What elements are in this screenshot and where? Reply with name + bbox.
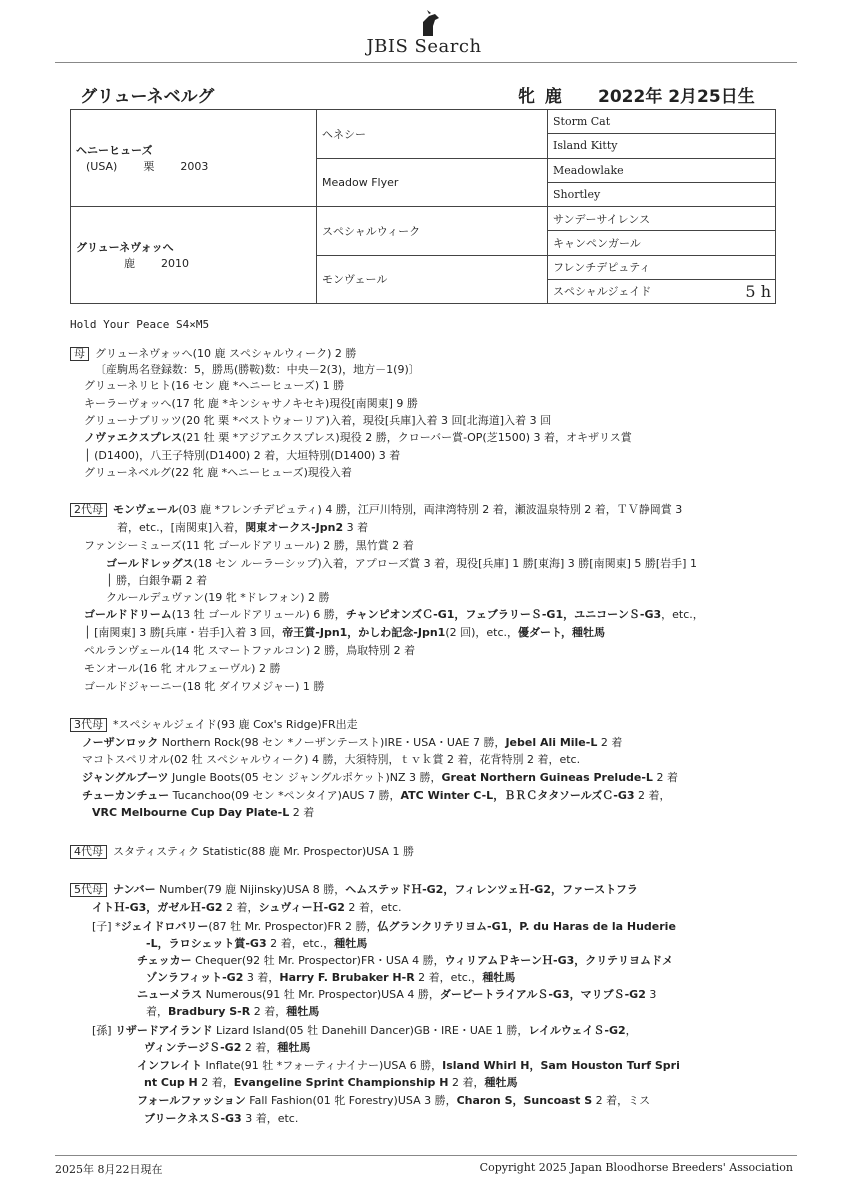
family-line [106,557,697,571]
line-text: │ [南関東] 3 勝[兵庫・岩手]入着 3 回， [84,626,283,639]
highlight-text: ATC Winter C-L，ＢＲＣタタソールズＣ-G3 [400,789,635,802]
line-text: Inflate(91 牡 *フォーティナイナー)USA 6 勝， [202,1059,443,1072]
ped-g3-5[interactable]: キャンペンガール [548,231,776,255]
highlight-text: ブリークネスＳ-G3 [144,1112,242,1125]
family-line [84,608,704,622]
line-text: (87 牡 Mr. Prospector)FR 2 勝， [208,920,378,933]
line-text: *スペシャルジェイド(93 鹿 Cox's Ridge)FR出走 [113,718,358,731]
highlight-text: Island Whirl H，Sam Houston Turf Spri [442,1059,680,1072]
family-line [117,521,368,535]
line-text: 2 着， [222,901,259,914]
highlight-text: 種牡馬 [482,971,516,984]
family-line [84,397,418,411]
line-text: (21 牡 栗 *アジアエクスプレス)現役 2 勝，クローバー賞-OP(芝1500) 3 着，オキザリス賞 [182,431,632,444]
family-line [84,431,632,445]
family-line [106,574,207,588]
line-text: Numerous(91 牡 Mr. Prospector)USA 4 勝， [202,988,440,1001]
header-logo [0,0,848,62]
line-text: 〔産駒馬名登録数：5，勝馬(勝鞍)数：中央－2(3)，地方－1(9)〕 [95,363,420,376]
line-text: Chequer(92 牡 Mr. Prospector)FR・USA 4 勝， [191,954,445,967]
family-line [146,937,367,951]
line-text: (2 回)，etc.， [445,626,519,639]
line-text: 2 着，etc.， [266,937,335,950]
highlight-text: ヘムステッドＨ-G2，フィレンツェＨ-G2，ファーストフラ [345,883,638,896]
family-line [82,736,622,750]
footer-divider [55,1155,797,1156]
family-line [92,806,314,820]
line-text: 着， [146,1005,168,1018]
line-text: ，etc.， [661,608,704,621]
highlight-text: チャンピオンズＣ-G1，フェブラリーＳ-G1，ユニコーンＳ-G3 [345,608,662,621]
pedigree-table [70,109,776,304]
highlight-text: 帝王賞-Jpn1，かしわ記念-Jpn1 [282,626,446,639]
line-text: スタティスティク Statistic(88 鹿 Mr. Prospector)USA 1 勝 [113,845,414,858]
family-line [106,591,330,605]
highlight-text: ウィリアムＰキーンＨ-G3，クリテリヨムドメ [444,954,673,967]
family-line [70,347,356,361]
line-text: グリューネリヒト(16 セン 鹿 *ヘニーヒューズ) 1 勝 [84,379,345,392]
family-line [137,988,656,1002]
inbreeding-cross: Hold Your Peace S4×M5 [70,318,210,331]
line-text: グリューナブリッツ(20 牝 栗 *ベストウォーリア)入着，現役[兵庫]入着 3 回[北海道]入着 3 回 [84,414,552,427]
horse-name: グリューネベルグ [80,87,215,107]
line-text: 2 着 [597,736,623,749]
family-line [84,680,324,694]
family-line [144,1076,517,1090]
highlight-text: チェッカー [137,954,192,967]
highlight-text: nt Cup H [144,1076,198,1089]
ped-g2-3[interactable]: モンヴェール [317,255,548,304]
family-line [70,503,682,517]
family-line [146,1005,319,1019]
sire-name[interactable]: ヘニーヒューズ [76,144,153,157]
family-line [146,971,515,985]
highlight-text: 優ダート，種牡馬 [518,626,606,639]
highlight-text: Evangeline Sprint Championship H [233,1076,449,1089]
generation-label: 3代母 [70,718,107,732]
sire-color: 栗 [143,160,155,173]
family-line [84,449,400,463]
family-line [84,466,352,480]
highlight-text: ヴィンテージＳ-G2 [144,1041,242,1054]
line-text: 3 着， [243,971,280,984]
generation-label: 4代母 [70,845,107,859]
highlight-text: Charon S，Suncoast S [456,1094,593,1107]
generation-label: 5代母 [70,883,107,897]
highlight-text: Bradbury S-R [168,1005,251,1018]
line-text: グリューネヴォッへ(10 鹿 スペシャルウィーク) 2 勝 [95,347,357,360]
highlight-text: インフレイト [137,1059,203,1072]
highlight-text: Harry F. Brubaker H-R [279,971,415,984]
ped-g3-0[interactable]: Storm Cat [548,110,776,134]
family-line [137,1059,680,1073]
highlight-text: 種牡馬 [286,1005,320,1018]
line-text: 3 [645,988,657,1001]
family-line [144,1112,298,1126]
line-text: ファンシーミューズ(11 牝 ゴールドアリュール) 2 勝，黒竹賞 2 着 [84,539,414,552]
highlight-text: VRC Melbourne Cup Day Plate-L [92,806,290,819]
line-text: [子] * [92,920,121,933]
dam-name[interactable]: グリューネヴォッへ [76,241,174,254]
line-text: 2 着， [241,1041,278,1054]
highlight-text: ジェイドロバリー [120,920,209,933]
highlight-text: ゴールドドリーム [84,608,172,621]
line-text: ペルランヴェール(14 牝 スマートファルコン) 2 勝，鳥取特別 2 着 [84,644,416,657]
family-line [70,718,358,732]
highlight-text: リザードアイランド [115,1024,213,1037]
line-text: (03 鹿 *フレンチデピュティ) 4 勝，江戸川特別，両津湾特別 2 着，瀬波温泉特別 2 着，ＴＶ静岡賞 3 [178,503,683,516]
line-text: 着，etc.，[南関東]入着， [117,521,246,534]
inbreed-mark: 5 h [745,281,771,301]
highlight-text: ノヴァエクスプレス [84,431,183,444]
line-text: 3 着 [343,521,369,534]
line-text: 2 着， [634,789,671,802]
family-line [84,379,344,393]
line-text: クルールデュヴァン(19 牝 *ドレフォン) 2 勝 [106,591,330,604]
family-line [92,920,676,934]
ped-g3-6[interactable]: フレンチデピュティ [548,255,776,279]
family-line [84,644,415,658]
line-text: │ (D1400)，八王子特別(D1400) 2 着，大垣特別(D1400) 3 着 [84,449,401,462]
family-line [70,883,638,897]
highlight-text: ジャングルブーツ [82,771,169,784]
family-line [95,363,420,377]
highlight-text: ダービートライアルＳ-G3，マリブＳ-G2 [439,988,646,1001]
line-text: モンオール(16 牝 オルフェーヴル) 2 勝 [84,662,281,675]
horse-sex-color: 牝 鹿 [518,87,564,107]
highlight-text: 種牡馬 [334,937,368,950]
footer-date: 2025年 8月22日現在 [55,1163,163,1176]
family-line [144,1041,310,1055]
line-text: Lizard Island(05 牡 Danehill Dancer)GB・IRE・UAE 1 勝， [212,1024,529,1037]
ped-g3-1[interactable]: Island Kitty [548,134,776,158]
sire-country: (USA) [86,160,118,173]
dam-color: 鹿 [124,257,135,270]
dam-year: 2010 [161,257,189,270]
highlight-text: シュヴィーＨ-G2 [258,901,345,914]
family-line [84,414,551,428]
header-divider [55,62,797,63]
family-line [92,1024,637,1038]
highlight-text: レイルウェイＳ-G2 [528,1024,626,1037]
line-text: (18 セン ルーラーシップ)入着，アプローズ賞 3 着，現役[兵庫] 1 勝[東海] 3 勝[南関東] 5 勝[岩手] 1 [193,557,697,570]
highlight-text: Great Northern Guineas Prelude-L [441,771,653,784]
highlight-text: ゴールドレッグス [106,557,194,570]
ped-g2-1[interactable]: Meadow Flyer [317,158,548,207]
line-text: 2 着 [652,771,678,784]
line-text: [孫] [92,1024,116,1037]
line-text: │ 勝，白銀争覇 2 着 [106,574,208,587]
ped-g3-3[interactable]: Shortley [548,182,776,206]
line-text: ゴールドジャーニー(18 牝 ダイワメジャー) 1 勝 [84,680,325,693]
highlight-text: フォールファッション [137,1094,246,1107]
ped-g3-7[interactable] [548,279,776,303]
highlight-text: 仏グランクリテリヨム-G1，P. du Haras de la Huderie [377,920,676,933]
highlight-text: ゾンラフィット-G2 [146,971,244,984]
generation-label: 2代母 [70,503,107,517]
ped-g3-2[interactable]: Meadowlake [548,158,776,182]
highlight-text: 関東オークス-Jpn2 [245,521,344,534]
line-text: 2 着，etc.， [414,971,483,984]
line-text: 2 着 [289,806,315,819]
line-text: (13 牡 ゴールドアリュール) 6 勝， [171,608,346,621]
line-text: キーラーヴォッへ(17 牝 鹿 *キンシャサノキセキ)現役[南関東] 9 勝 [84,397,418,410]
horse-birth-date: 2022年 2月25日生 [598,87,755,107]
logo-text: JBIS Search [366,36,482,57]
sire-cell [71,110,317,207]
horse-logo-icon [415,10,445,38]
line-text: 2 着，ミス [592,1094,651,1107]
highlight-text: ノーザンロック [82,736,159,749]
family-line [84,539,414,553]
footer-copyright: Copyright 2025 Japan Bloodhorse Breeders' Association [479,1161,793,1174]
ped-g3-7-name[interactable]: スペシャルジェイド [553,285,652,299]
highlight-text: -L，ラロシェット賞-G3 [146,937,267,950]
family-line [137,1094,650,1108]
line-text: グリューネベルグ(22 牝 鹿 *ヘニーヒューズ)現役入着 [84,466,352,479]
family-line [84,662,280,676]
ped-g3-4[interactable]: サンデーサイレンス [548,207,776,231]
family-line [92,901,402,915]
line-text: マコトスペリオル(02 牡 スペシャルウィーク) 4 勝，大須特別，ｔｖｋ賞 2 着，花背特別 2 着，etc. [82,753,581,766]
family-line [70,845,414,859]
line-text: Northern Rock(98 セン *ノーザンテースト)IRE・USA・UAE 7 勝， [158,736,506,749]
highlight-text: モンヴェール [113,503,179,516]
family-line [84,626,605,640]
family-line [82,771,678,785]
line-text: 3 着，etc. [241,1112,299,1125]
line-text: ， [625,1024,637,1037]
line-text: 2 着，etc. [344,901,402,914]
line-text: Jungle Boots(05 セン ジャングルポケット)NZ 3 勝， [168,771,442,784]
family-line [137,954,673,968]
ped-g2-0[interactable]: ヘネシー [317,110,548,159]
sire-year: 2003 [180,160,209,173]
line-text: 2 着， [250,1005,287,1018]
highlight-text: Jebel Ali Mile-L [505,736,598,749]
dam-cell [71,207,317,304]
family-line [82,789,671,803]
generation-label: 母 [70,347,89,361]
highlight-text: ナンバー [113,883,156,896]
line-text: 2 着， [197,1076,234,1089]
family-line [82,753,580,767]
line-text: Tucanchoo(09 セン *ペンタイア)AUS 7 勝， [169,789,401,802]
line-text: Number(79 鹿 Nijinsky)USA 8 勝， [155,883,346,896]
line-text: 2 着， [448,1076,485,1089]
highlight-text: チューカンチュー [82,789,170,802]
highlight-text: 種牡馬 [277,1041,311,1054]
ped-g2-2[interactable]: スペシャルウィーク [317,207,548,256]
highlight-text: ニューメラス [137,988,203,1001]
highlight-text: 種牡馬 [484,1076,518,1089]
highlight-text: イトＨ-G3，ガゼルＨ-G2 [92,901,223,914]
line-text: Fall Fashion(01 牝 Forestry)USA 3 勝， [245,1094,457,1107]
